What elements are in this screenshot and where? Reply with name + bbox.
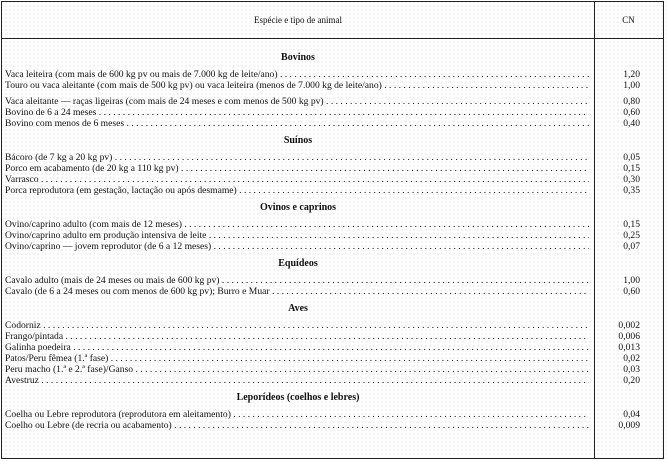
cn-value: 1,20 <box>623 69 640 80</box>
cn-value: 0,35 <box>623 185 640 196</box>
livestock-units-table <box>1 1 664 459</box>
table-row <box>2 409 663 420</box>
cn-value: 0,30 <box>623 174 640 185</box>
cn-value: 0,80 <box>623 96 640 107</box>
table-row <box>2 69 663 80</box>
cn-value: 0,40 <box>623 118 640 129</box>
header-species: Espécie e tipo de animal <box>254 15 342 25</box>
table-header <box>2 2 663 39</box>
animal-type: Coelho ou Lebre (de recria ou acabamento) . . . <box>5 420 589 431</box>
cn-value: 0,60 <box>623 286 640 297</box>
animal-type: Bovino de 6 a 24 meses . . . <box>5 107 589 118</box>
table-row <box>2 230 663 241</box>
table-row <box>2 163 663 174</box>
cn-value: 0,60 <box>623 107 640 118</box>
cn-value: 0,20 <box>623 375 640 386</box>
cn-value: 0,002 <box>618 320 640 331</box>
animal-type: Vaca leiteira (com mais de 600 kg pv ou mais de 7.000 kg de leite/ano) . . . <box>5 69 589 80</box>
table-row <box>2 320 663 331</box>
section-title: Suínos <box>283 135 313 146</box>
animal-type: Varrasco . . . <box>5 174 589 185</box>
table-row <box>2 219 663 230</box>
cn-value: 0,03 <box>623 364 640 375</box>
cn-value: 0,05 <box>623 152 640 163</box>
animal-type: Porca reprodutora (em gestação, lactação ou após desmame) . . . <box>5 185 589 196</box>
animal-type: Ovino/caprino adulto (com mais de 12 meses) . . . <box>5 219 589 230</box>
cn-value: 0,04 <box>623 409 640 420</box>
table-row <box>2 375 663 386</box>
animal-type: Patos/Peru fêmea (1.ª fase) . . . <box>5 353 589 364</box>
animal-type: Vaca aleitante — raças ligeiras (com mais de 24 meses e com menos de 500 kg pv) . . . <box>5 96 589 107</box>
animal-type: Bovino com menos de 6 meses . . . <box>5 118 589 129</box>
table-row <box>2 353 663 364</box>
animal-type: Ovino/caprino adulto em produção intensiva de leite . . . <box>5 230 589 241</box>
animal-type: Frango/pintada . . . <box>5 331 589 342</box>
cn-value: 0,02 <box>623 353 640 364</box>
section-title: Bovinos <box>281 52 315 63</box>
table-row <box>2 331 663 342</box>
table-row <box>2 420 663 431</box>
table-row <box>2 342 663 353</box>
section-title: Leporídeos (coelhos e lebres) <box>236 392 360 403</box>
animal-type: Bácoro (de 7 kg a 20 kg pv) . . . <box>5 152 589 163</box>
animal-type: Avestruz . . . <box>5 375 589 386</box>
table-row <box>2 241 663 252</box>
table-row <box>2 286 663 297</box>
animal-type: Cavalo (de 6 a 24 meses ou com menos de 600 kg pv); Burro e Muar . . . <box>5 286 589 297</box>
animal-type: Coelha ou Lebre reprodutora (reprodutora em aleitamento) . . . <box>5 409 589 420</box>
table-row <box>2 275 663 286</box>
cn-value: 0,15 <box>623 163 640 174</box>
table-row <box>2 107 663 118</box>
table-row <box>2 118 663 129</box>
cn-value: 1,00 <box>623 80 640 91</box>
cn-value: 0,006 <box>618 331 640 342</box>
table-row <box>2 152 663 163</box>
cn-value: 0,15 <box>623 219 640 230</box>
animal-type: Touro ou vaca aleitante (com mais de 500 kg pv) ou vaca leiteira (menos de 7.000 kg de leite/ano) . . . <box>5 80 589 91</box>
table-row <box>2 185 663 196</box>
table-row <box>2 80 663 91</box>
cn-value: 0,25 <box>623 230 640 241</box>
table-body <box>2 38 663 431</box>
section-title: Aves <box>288 303 308 314</box>
table-row <box>2 174 663 185</box>
table-row <box>2 96 663 107</box>
header-cn: CN <box>622 15 635 25</box>
animal-type: Ovino/caprino — jovem reprodutor (de 6 a 12 meses) . . . <box>5 241 589 252</box>
table-row <box>2 364 663 375</box>
animal-type: Galinha poedeira . . . <box>5 342 589 353</box>
section-title: Ovinos e caprinos <box>259 202 337 213</box>
animal-type: Porco em acabamento (de 20 kg a 110 kg pv) . . . <box>5 163 589 174</box>
section-title: Equídeos <box>278 258 318 269</box>
cn-value: 1,00 <box>623 275 640 286</box>
animal-type: Cavalo adulto (mais de 24 meses ou mais de 600 kg pv) . . . <box>5 275 589 286</box>
animal-type: Codorniz . . . <box>5 320 589 331</box>
cn-value: 0,009 <box>618 420 640 431</box>
cn-value: 0,07 <box>623 241 640 252</box>
cn-value: 0,013 <box>618 342 640 353</box>
animal-type: Peru macho (1.ª e 2.ª fase)/Ganso . . . <box>5 364 589 375</box>
